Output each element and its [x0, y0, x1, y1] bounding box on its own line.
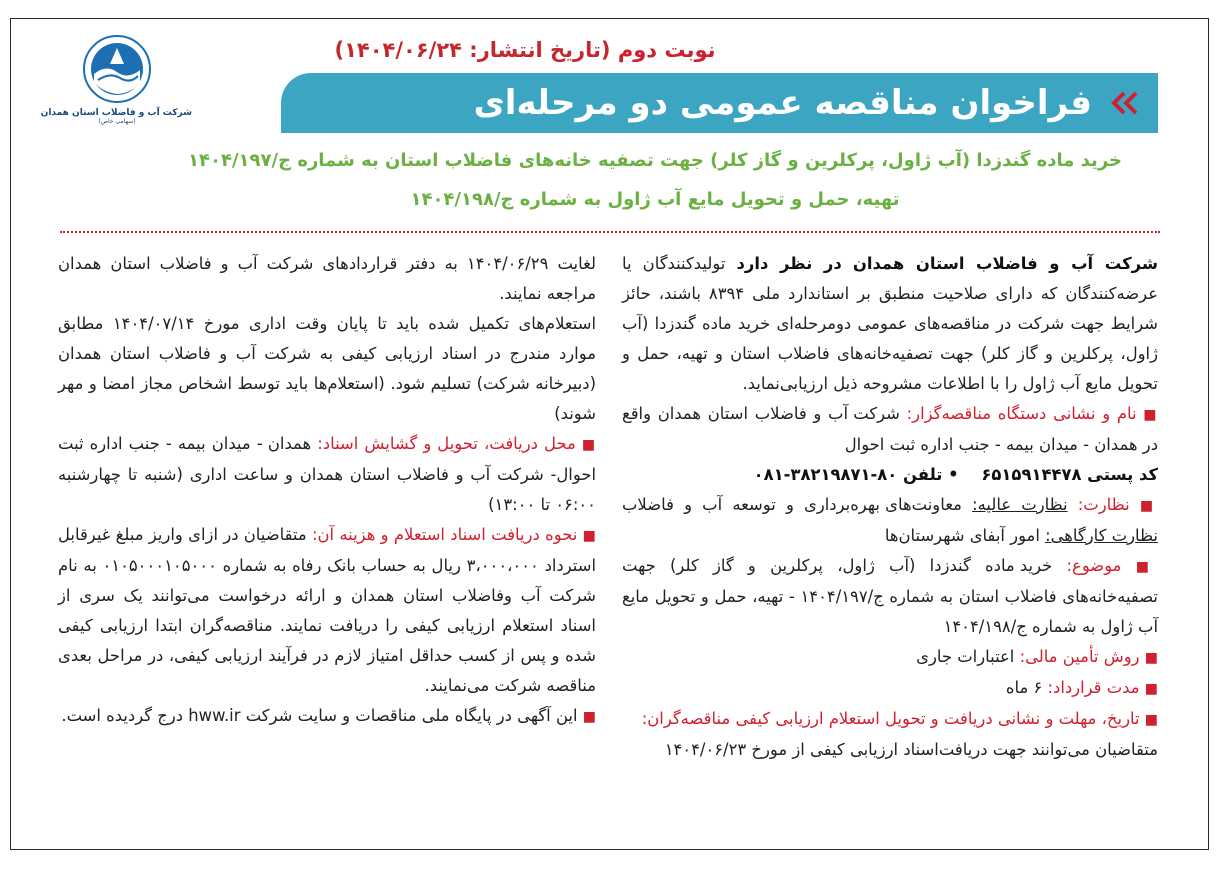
page-title: فراخوان مناقصه عمومی دو مرحله‌ای [473, 83, 1092, 123]
intro-paragraph [622, 249, 1158, 399]
bullet-square-icon: ■ [1144, 650, 1158, 666]
logo-org-sub: (سهامی خاص) [98, 118, 136, 125]
supervision-site-label: نظارت کارگاهی: [1045, 526, 1158, 545]
bullet-square-icon: ■ [581, 437, 596, 453]
publish-date: (تاریخ انتشار: ۱۴۰۴/۰۶/۲۴) [334, 38, 611, 62]
contact-line [622, 460, 1158, 490]
company-logo [42, 34, 192, 134]
double-chevron-icon [1102, 89, 1142, 117]
funding-text: اعتبارات جاری [916, 647, 1015, 666]
deadline-item [622, 704, 1158, 735]
supervision-high-label: نظارت عالیه: [972, 495, 1068, 514]
ad-text: این آگهی در پایگاه ملی مناقصات و سایت شرکت hww.ir درج گردیده است. [61, 706, 578, 725]
bullet-square-icon: ■ [1143, 407, 1158, 423]
supervision-item [622, 490, 1158, 551]
org-item [622, 399, 1158, 460]
left-paragraph-1: لغایت ۱۴۰۴/۰۶/۲۹ به دفتر قراردادهای شرکت آب و فاضلاب استان همدان مراجعه نمایند. [58, 254, 596, 303]
bullet-square-icon: ■ [582, 528, 596, 544]
subject-label: موضوع: [1066, 556, 1122, 575]
left-column [58, 249, 596, 732]
title-banner [281, 73, 1158, 133]
logo-org-name: شرکت آب و فاضلاب استان همدان [40, 108, 192, 118]
supervision-high-text: معاونت‌های بهره‌برداری و توسعه آب و فاضلاب [622, 495, 962, 514]
ad-item [58, 701, 596, 732]
postal-code: کد پستی ۶۵۱۵۹۱۴۴۷۸ [981, 465, 1158, 484]
duration-text: ۶ ماه [1005, 678, 1043, 697]
location-item [58, 429, 596, 520]
deadline-text: متقاضیان می‌توانند جهت دریافت‌اسناد ارزیابی کیفی از مورخ ۱۴۰۴/۰۶/۲۳ [664, 740, 1158, 759]
bullet-square-icon: ■ [1144, 712, 1158, 728]
supervision-label: نظارت: [1077, 495, 1130, 514]
supervision-site-text: امور آبفای شهرستان‌ها [884, 526, 1040, 545]
bullet-square-icon: ■ [1139, 498, 1159, 514]
left-paragraph-2: استعلام‌های تکمیل شده باید تا پایان وقت اداری مورخ ۱۴۰۴/۰۷/۱۴ مطابق موارد مندرج در اسناد ارزیابی کیفی به شرکت آب و فاضلاب استان همدان (دبیرخانه شرکت) تسلیم شود. (استعلام‌ها باید توسط اشخاص مجاز امضا و مهر شوند) [58, 314, 596, 423]
org-text: شرکت آب و فاضلاب استان همدان واقع در همدان - میدان بیمه - جنب اداره ثبت احوال [622, 404, 1158, 454]
deadline-label: تاریخ، مهلت و نشانی دریافت و تحویل استعلام ارزیابی کیفی مناقصه‌گران: [641, 709, 1140, 728]
duration-label: مدت قرارداد: [1047, 678, 1140, 697]
fee-item [58, 520, 596, 701]
fee-label: نحوه دریافت اسناد استعلام و هزینه آن: [311, 525, 578, 544]
location-text: همدان - میدان بیمه - جنب اداره ثبت احوال- شرکت آب و فاضلاب استان همدان و ساعت اداری (شنبه تا چهارشنبه ۰۶:۰۰ تا ۱۳:۰۰) [58, 434, 596, 514]
location-label: محل دریافت، تحویل و گشایش اسناد: [317, 434, 576, 453]
publication-round [299, 36, 751, 64]
round-label: نوبت دوم [617, 38, 716, 62]
intro-company: شرکت آب و فاضلاب استان همدان [852, 254, 1158, 273]
fee-text: متقاضیان در ازای واریز مبلغ غیرقابل استرداد ۳،۰۰۰،۰۰۰ ریال به حساب بانک رفاه به شماره ۰۱۰۵۰۰۰۱۰۵۰۰۰ به نام شرکت آب وفاضلاب استان همدان و ارائه درخواست می‌توانند یک سری از اسناد استعلام ارزیابی کیفی را دریافت نمایند. مناقصه‌گران ابتدا ارزیابی کیفی شده و پس از کسب حداقل امتیاز لازم در فرآیند ارزیابی کیفی، در مراحل بعدی مناقصه شرکت می‌نمایند. [58, 525, 596, 695]
water-drop-logo-icon [82, 34, 152, 104]
bullet-square-icon: ■ [582, 709, 596, 725]
subtitle-1: خرید ماده گندزدا (آب ژاول، پرکلرین و گاز کلر) جهت تصفیه خانه‌های فاضلاب استان به شماره ج/۱۴۰۴/۱۹۷ [188, 150, 1122, 171]
subject-text: خرید ماده گندزدا (آب ژاول، پرکلرین و گاز کلر) جهت تصفیه‌خانه‌های فاضلاب استان به شماره ج/۱۴۰۴/۱۹۷ - تهیه، حمل و تحویل مایع آب ژاول به شماره ج/۱۴۰۴/۱۹۸ [622, 556, 1158, 636]
duration-item [622, 673, 1158, 704]
subject-item [622, 551, 1158, 642]
dotted-divider [60, 231, 1160, 233]
intro-text: تولیدکنندگان یا عرضه‌کنندگان که دارای صلاحیت منطبق بر استاندارد ملی ۸۳۹۴ باشند، حائز شرایط جهت شرکت در مناقصه‌های عمومی دومرحله‌ای خرید ماده گندزدا (آب ژاول، پرکلرین و گاز کلر) جهت تصفیه‌خانه‌های فاضلاب استان و تهیه، حمل و تحویل مایع آب ژاول را با اطلاعات مشروحه ذیل ارزیابی‌نماید. [622, 254, 1158, 393]
funding-item [622, 642, 1158, 673]
funding-label: روش تأمین مالی: [1019, 647, 1140, 666]
org-label: نام و نشانی دستگاه مناقصه‌گزار: [906, 404, 1137, 423]
bullet-square-icon: ■ [1144, 681, 1158, 697]
right-column [622, 249, 1158, 765]
phone-number: • تلفن ۸۰-۳۸۲۱۹۸۷۱-۰۸۱ [753, 465, 959, 484]
intro-intent: در نظر دارد [736, 254, 842, 273]
subtitle-2: تهیه، حمل و تحویل مایع آب ژاول به شماره ج/۱۴۰۴/۱۹۸ [410, 189, 900, 210]
bullet-square-icon: ■ [1135, 559, 1158, 575]
